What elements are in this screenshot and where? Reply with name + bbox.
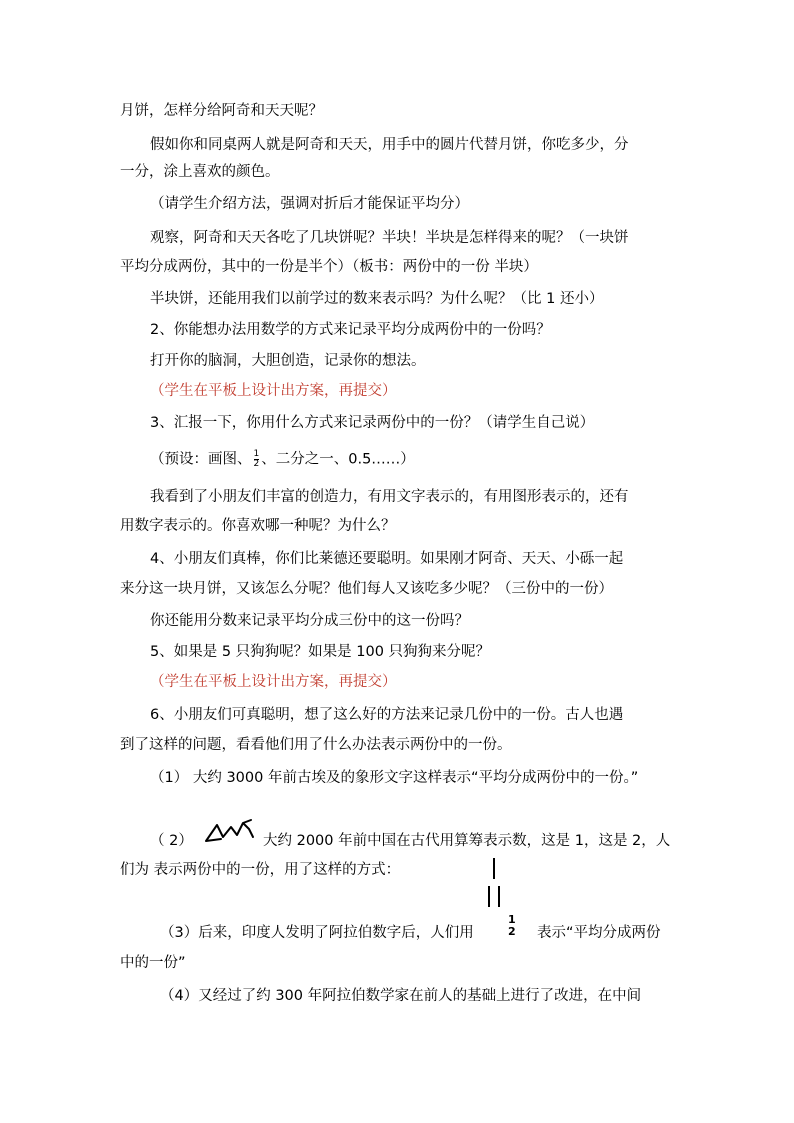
text-line: 观察，阿奇和天天各吃了几块饼呢？半块！半块是怎样得来的呢？（一块饼 <box>150 230 629 246</box>
preset-suffix: 、二分之一、0.5……） <box>261 451 415 468</box>
text-line: 半块饼，还能用我们以前学过的数来表示吗？为什么呢？（比 1 还小） <box>150 291 604 307</box>
text-line-prefix: （ 2） <box>150 833 193 849</box>
text-line: 假如你和同桌两人就是阿奇和天天，用手中的圆片代替月饼，你吃多少，分 <box>150 137 629 153</box>
text-line: （1） 大约 3000 年前古埃及的象形文字这样表示“平均分成两份中的一份。” <box>150 770 639 786</box>
preset-answers-line <box>150 450 415 469</box>
text-line: 打开你的脑洞，大胆创造，记录你的想法。 <box>150 353 426 369</box>
counting-rod-one <box>493 858 495 879</box>
indian-fraction-half: 1 2 <box>508 913 516 938</box>
text-line: 用数字表示的。你喜欢哪一种呢？为什么？ <box>120 518 396 534</box>
text-line: 2、你能想办法用数学的方式来记录平均分成两份中的一份吗？ <box>150 322 551 338</box>
counting-rod-two-right <box>498 886 500 907</box>
text-line: 我看到了小朋友们丰富的创造力，有用文字表示的，有用图形表示的，还有 <box>150 489 629 505</box>
teacher-note-red: （学生在平板上设计出方案，再提交） <box>150 383 397 399</box>
text-line: 月饼，怎样分给阿奇和天天呢？ <box>120 103 323 119</box>
text-line: 平均分成两份，其中的一份是半个）（板书：两份中的一份 半块） <box>120 259 538 275</box>
counting-rod-two-left <box>488 886 490 907</box>
text-line: 一分，涂上喜欢的颜色。 <box>120 164 280 180</box>
half-fraction-small: $\frac{1}{2}$ <box>253 449 260 469</box>
text-line: 中的一份” <box>120 955 186 971</box>
text-line: 大约 2000 年前中国在古代用算筹表示数，这是 1，这是 2，人 <box>263 833 671 849</box>
text-line: 表示“平均分成两份 <box>537 925 661 941</box>
text-line: 你还能用分数来记录平均分成三份中的这一份吗？ <box>150 613 469 629</box>
text-line: （请学生介绍方法，强调对折后才能保证平均分） <box>150 196 469 212</box>
text-line: 4、小朋友们真棒，你们比莱德还要聪明。如果刚才阿奇、天天、小砾一起 <box>150 551 624 567</box>
text-line: 3、汇报一下，你用什么方式来记录两份中的一份？（请学生自己说） <box>150 415 595 431</box>
text-line: （4）又经过了约 300 年阿拉伯数学家在前人的基础上进行了改进，在中间 <box>160 988 642 1004</box>
text-line: 到了这样的问题，看看他们用了什么办法表示两份中的一份。 <box>120 737 512 753</box>
teacher-note-red: （学生在平板上设计出方案，再提交） <box>150 674 397 690</box>
egyptian-hieroglyph-icon <box>203 815 255 845</box>
text-line: 5、如果是 5 只狗狗呢？如果是 100 只狗狗来分呢？ <box>150 644 491 660</box>
text-line: （3）后来，印度人发明了阿拉伯数字后，人们用 <box>160 925 474 941</box>
text-line: 们为 表示两份中的一份，用了这样的方式： <box>120 862 401 878</box>
preset-prefix: （预设：画图、 <box>150 451 252 468</box>
text-line: 6、小朋友们可真聪明，想了这么好的方法来记录几份中的一份。古人也遇 <box>150 707 624 723</box>
text-line: 来分这一块月饼，又该怎么分呢？他们每人又该吃多少呢？（三份中的一份） <box>120 581 613 597</box>
